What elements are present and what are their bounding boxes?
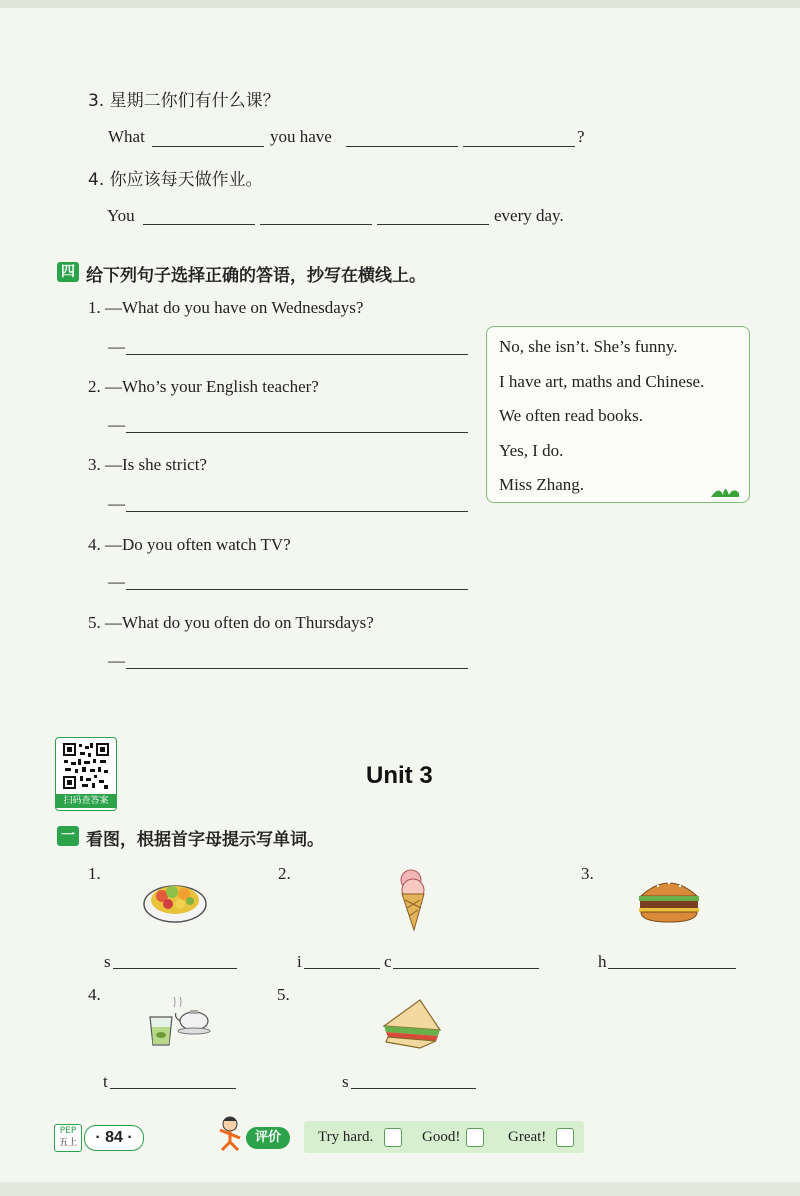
item-5-number: 5. (277, 985, 290, 1004)
match-question-1: 1. —What do you have on Wednesdays? (88, 298, 364, 317)
answer-blank[interactable] (346, 146, 458, 147)
hamburger-icon (636, 874, 702, 924)
rating-label-good: Good! (422, 1129, 461, 1145)
section-4-badge: 四 (57, 262, 79, 282)
option-1: No, she isn’t. She’s funny. (499, 337, 678, 356)
evaluation-bar (304, 1121, 584, 1153)
option-3: We often read books. (499, 406, 644, 425)
item-3-letter: h (598, 952, 607, 971)
question-4-end: every day. (494, 206, 564, 225)
ice-cream-icon (393, 866, 433, 932)
sandwich-icon (380, 996, 444, 1050)
running-kid-icon (214, 1116, 246, 1152)
pep-badge-top: PEP (59, 1126, 77, 1136)
answer-dash: — (108, 572, 125, 591)
word-blank[interactable] (393, 968, 539, 969)
section-4-title: 给下列句子选择正确的答语，抄写在横线上。 (86, 266, 426, 286)
question-3-mid: you have (270, 127, 332, 146)
item-4-number: 4. (88, 985, 101, 1004)
item-2-letter-2: c (384, 952, 392, 971)
answer-line[interactable] (126, 432, 468, 433)
evaluation-label: 评价 (246, 1127, 290, 1149)
match-question-5: 5. —What do you often do on Thursdays? (88, 613, 374, 632)
word-blank[interactable] (110, 1088, 236, 1089)
bottom-edge (0, 1182, 800, 1196)
pep-badge-bottom: 五上 (58, 1138, 77, 1148)
word-blank[interactable] (351, 1088, 476, 1089)
fruit-salad-icon (142, 870, 208, 924)
grass-icon (709, 481, 741, 499)
word-blank[interactable] (113, 968, 237, 969)
item-4-letter: t (103, 1072, 108, 1091)
match-question-4: 4. —Do you often watch TV? (88, 535, 291, 554)
answer-options-box (486, 326, 750, 503)
option-5: Miss Zhang. (499, 475, 584, 494)
page-number: · 84 · (84, 1125, 144, 1151)
section-1-title: 看图，根据首字母提示写单词。 (86, 830, 324, 850)
rating-checkbox-great[interactable] (556, 1128, 574, 1147)
pep-badge (54, 1124, 82, 1152)
answer-line[interactable] (126, 511, 468, 512)
answer-dash: — (108, 651, 125, 670)
answer-line[interactable] (126, 668, 468, 669)
answer-line[interactable] (126, 354, 468, 355)
rating-checkbox-good[interactable] (466, 1128, 484, 1147)
top-edge (0, 0, 800, 8)
word-blank[interactable] (304, 968, 380, 969)
tea-icon (146, 997, 212, 1049)
answer-blank[interactable] (377, 224, 489, 225)
answer-blank[interactable] (463, 146, 575, 147)
qr-code-card[interactable] (55, 737, 117, 811)
qr-code-label: 扫码查答案 (56, 794, 116, 808)
qr-code-icon (62, 742, 110, 790)
option-2: I have art, maths and Chinese. (499, 372, 705, 391)
item-2-number: 2. (278, 864, 291, 883)
item-1-number: 1. (88, 864, 101, 883)
word-blank[interactable] (608, 968, 736, 969)
question-3-end: ? (577, 127, 585, 146)
item-5-letter: s (342, 1072, 349, 1091)
answer-blank[interactable] (260, 224, 372, 225)
item-3-number: 3. (581, 864, 594, 883)
question-4-prompt: 4. 你应该每天做作业。 (88, 170, 263, 190)
section-1-badge: 一 (57, 826, 79, 846)
option-4: Yes, I do. (499, 441, 564, 460)
match-question-2: 2. —Who’s your English teacher? (88, 377, 319, 396)
question-3-prompt: 3. 星期二你们有什么课？ (88, 91, 280, 111)
unit-title: Unit 3 (366, 762, 433, 789)
rating-label-try-hard: Try hard. (318, 1129, 374, 1145)
answer-blank[interactable] (152, 146, 264, 147)
answer-line[interactable] (126, 589, 468, 590)
answer-dash: — (108, 337, 125, 356)
match-question-3: 3. —Is she strict? (88, 455, 207, 474)
item-2-letter-1: i (297, 952, 302, 971)
question-4-lead: You (107, 206, 135, 225)
item-1-letter: s (104, 952, 111, 971)
rating-label-great: Great! (508, 1129, 547, 1145)
question-3-lead: What (108, 127, 145, 146)
answer-dash: — (108, 494, 125, 513)
answer-blank[interactable] (143, 224, 255, 225)
answer-dash: — (108, 415, 125, 434)
rating-checkbox-try-hard[interactable] (384, 1128, 402, 1147)
